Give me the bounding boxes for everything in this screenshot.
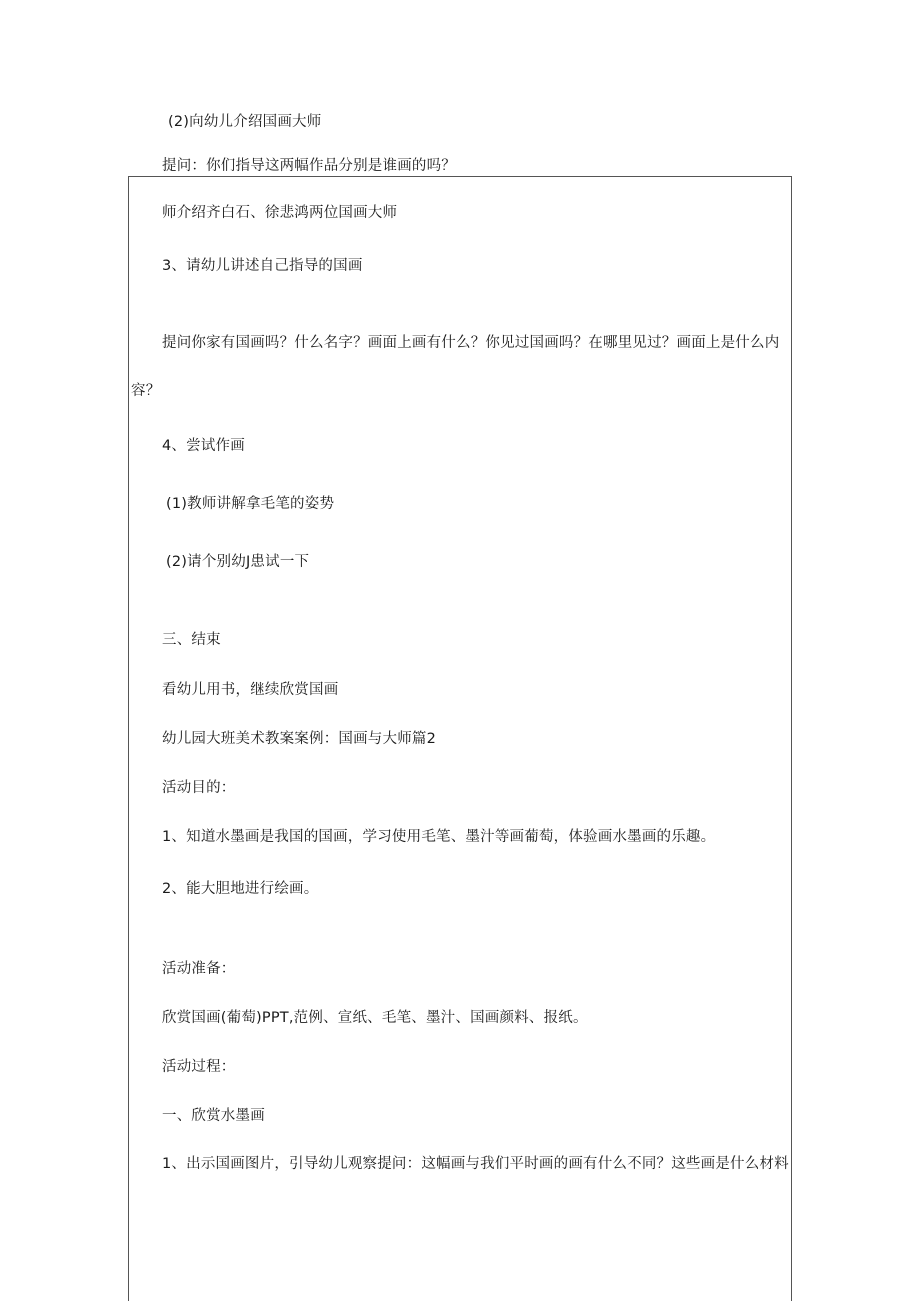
text-line-3: 师介绍齐白石、徐悲鸿两位国画大师 xyxy=(162,205,398,221)
text-line-11: 看幼儿用书，继续欣赏国画 xyxy=(162,682,339,698)
text-line-19: 一、欣赏水墨画 xyxy=(162,1108,265,1124)
text-line-4: 3、请幼儿讲述自己指导的国画 xyxy=(162,258,363,274)
text-line-13: 活动目的： xyxy=(162,780,236,796)
text-line-18: 活动过程： xyxy=(162,1059,236,1075)
text-line-9: (2)请个别幼J患试一下 xyxy=(166,554,310,570)
text-line-17: 欣赏国画(葡萄)PPT,范例、宣纸、毛笔、墨汁、国画颜料、报纸。 xyxy=(162,1010,588,1026)
text-line-16: 活动准备： xyxy=(162,961,236,977)
text-line-12: 幼儿园大班美术教案案例：国画与大师篇2 xyxy=(162,731,437,747)
text-line-10: 三、结束 xyxy=(162,632,221,648)
text-line-15: 2、能大胆地进行绘画。 xyxy=(162,881,319,897)
text-line-20: 1、出示国画图片，引导幼儿观察提问：这幅画与我们平时画的画有什么不同？这些画是什么材料 xyxy=(162,1156,789,1172)
text-line-8: (1)教师讲解拿毛笔的姿势 xyxy=(166,496,335,512)
text-line-7: 4、尝试作画 xyxy=(162,438,245,454)
text-line-5: 提问你家有国画吗？什么名字？画面上画有什么？你见过国画吗？在哪里见过？画面上是什么内 xyxy=(162,335,780,351)
text-line-1: (2)向幼儿介绍国画大师 xyxy=(168,114,322,130)
text-line-14: 1、知道水墨画是我国的国画，学习使用毛笔、墨汁等画葡萄，体验画水墨画的乐趣。 xyxy=(162,829,716,845)
text-line-2: 提问：你们指导这两幅作品分别是谁画的吗？ xyxy=(162,158,456,174)
text-line-6: 容？ xyxy=(131,383,161,399)
